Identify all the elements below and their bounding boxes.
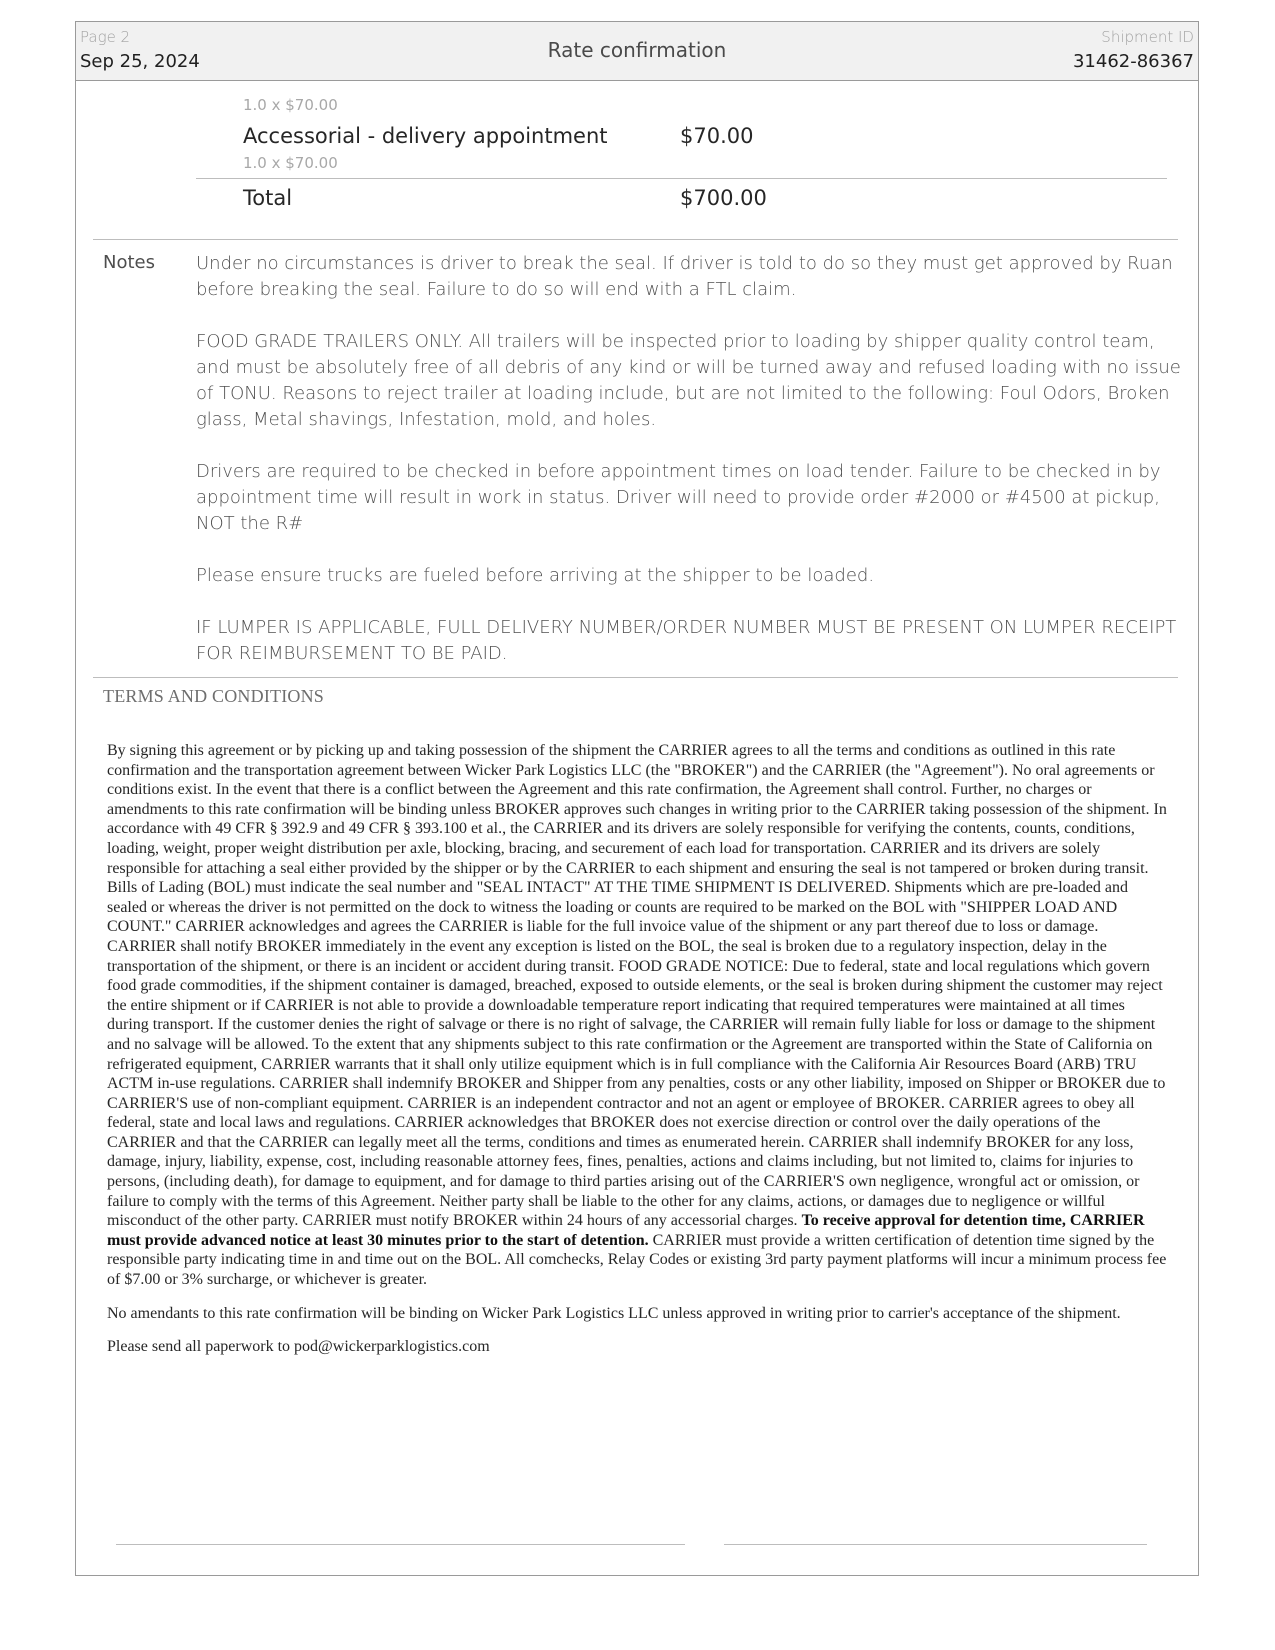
signature-line: [724, 1544, 1147, 1545]
line-item-description: Accessorial - delivery appointment: [243, 124, 608, 148]
section-divider: [93, 677, 1178, 678]
terms-text: By signing this agreement or by picking up and taking possession of the shipment the CARRIER agrees to all the terms and conditions as outlined in this rate confirmation and the transportation agreement between Wicker Park Logistics LLC (the "BROKER") and the CARRIER (the "Agreement"). No oral agreements or conditions exist. In the event that there is a conflict between the Agreement and this rate confirmation, the Agreement shall control. Further, no charges or amendments to this rate confirmation will be binding unless BROKER approves such changes in writing prior to the CARRIER taking possession of the shipment. In accordance with 49 CFR § 392.9 and 49 CFR § 393.100 et al., the CARRIER and its drivers are solely responsible for verifying the contents, counts, conditions, loading, weight, proper weight distribution per axle, blocking, bracing, and securement of each load for transportation. CARRIER and its drivers are solely responsible for attaching a seal either provided by the shipper or by the CARRIER to each shipment and ensuring the seal is not tampered or broken during transit. Bills of Lading (BOL) must indicate the seal number and "SEAL INTACT" AT THE TIME SHIPMENT IS DELIVERED. Shipments which are pre-loaded and sealed or whereas the driver is not permitted on the dock to witness the loading or counts are required to be marked on the BOL with "SHIPPER LOAD AND COUNT." CARRIER acknowledges and agrees the CARRIER is liable for the full invoice value of the shipment or any part thereof due to loss or damage. CARRIER shall notify BROKER immediately in the event any exception is listed on the BOL, the seal is broken due to a regulatory inspection, delay in the transportation of the shipment, or there is an incident or accident during transit. FOOD GRADE NOTICE: Due to federal, state and local regulations which govern food grade commodities, if the shipment container is damaged, breached, exposed to outside elements, or the seal is broken during shipment the customer may reject the entire shipment or if CARRIER is not able to provide a downloadable temperature report indicating that required temperatures were maintained at all times during transport. If the customer denies the right of salvage or there is no right of salvage, the CARRIER will remain fully liable for loss or damage to the shipment and no salvage will be allowed. To the extent that any shipments subject to this rate confirmation or the Agreement are transported within the State of California on refrigerated equipment, CARRIER warrants that it shall only utilize equipment which is in full compliance with the California Air Resources Board (ARB) TRU ACTM in-use regulations. CARRIER shall indemnify BROKER and Shipper from any penalties, costs or any other liability, imposed on Shipper or BROKER due to CARRIER'S use of non-compliant equipment. CARRIER is an independent contractor and not an agent or employee of BROKER. CARRIER agrees to obey all federal, state and local laws and regulations. CARRIER acknowledges that BROKER does not exercise direction or control over the daily operations of the CARRIER and that the CARRIER can legally meet all the terms, conditions and times as enumerated herein. CARRIER shall indemnify BROKER for any loss, damage, injury, liability, expense, cost, including reasonable attorney fees, fines, penalties, actions and claims including, but not limited to, claims for injuries to persons, (including death), for damage to equipment, and for damage to third parties arising out of the CARRIER'S own negligence, wrongful act or omission, or failure to comply with the terms of this Agreement. Neither party shall be liable to the other for any claims, actions, or damages due to negligence or willful misconduct of the other party. CARRIER must notify BROKER within 24 hours of any accessorial charges.: [107, 742, 1167, 1230]
total-label: Total: [243, 186, 293, 210]
section-divider: [93, 239, 1178, 240]
terms-paragraph: [107, 741, 1170, 1290]
notes-body: [196, 251, 1186, 667]
terms-title: TERMS AND CONDITIONS: [103, 686, 325, 706]
document-title: Rate confirmation: [547, 38, 727, 62]
document-date: Sep 25, 2024: [80, 51, 200, 72]
line-item-amount: $70.00: [680, 124, 754, 148]
line-item-qty: 1.0 x $70.00: [243, 154, 338, 172]
terms-body: [107, 741, 1170, 1371]
total-divider: [196, 178, 1167, 179]
line-item-qty: 1.0 x $70.00: [243, 96, 338, 114]
total-amount: $700.00: [680, 186, 767, 210]
note-paragraph: IF LUMPER IS APPLICABLE, FULL DELIVERY NUMBER/ORDER NUMBER MUST BE PRESENT ON LUMPER RECEIPT FOR REIMBURSEMENT TO BE PAID.: [196, 617, 1177, 664]
note-paragraph: FOOD GRADE TRAILERS ONLY. All trailers will be inspected prior to loading by shipper quality control team, and must be absolutely free of all debris of any kind or will be turned away and refused loading with no issue of TONU. Reasons to reject trailer at loading include, but are not limited to the following: Foul Odors, Broken glass, Metal shavings, Infestation, mold, and holes.: [196, 331, 1181, 430]
terms-detention-notice: To receive approval for detention time, CARRIER must provide advanced notice at least 30 minutes prior to the start of detention.: [107, 1212, 1145, 1249]
note-paragraph: Please ensure trucks are fueled before arriving at the shipper to be loaded.: [196, 565, 875, 586]
note-paragraph: Drivers are required to be checked in before appointment times on load tender. Failure to be checked in by appointment time will result in work in status. Driver will need to provide order #2000 or #4500 at pickup, NOT the R#: [196, 461, 1161, 534]
terms-text: CARRIER must provide a written certification of detention time signed by the responsible party indicating time in and time out on the BOL. All comchecks, Relay Codes or existing 3rd party payment platforms will incur a minimum process fee of $7.00 or 3% surcharge, or whichever is greater.: [107, 1231, 1167, 1289]
notes-label: Notes: [103, 252, 155, 273]
signature-line: [116, 1544, 685, 1545]
paperwork-paragraph: Please send all paperwork to pod@wickerparklogistics.com: [107, 1338, 490, 1356]
page-number: Page 2: [80, 28, 131, 46]
note-paragraph: Under no circumstances is driver to break the seal. If driver is told to do so they must get approved by Ruan before breaking the seal. Failure to do so will end with a FTL claim.: [196, 253, 1173, 300]
shipment-id: 31462-86367: [1072, 51, 1194, 72]
shipment-id-label: Shipment ID: [1101, 28, 1194, 46]
page-header: [76, 22, 1198, 81]
amendments-paragraph: No amendants to this rate confirmation will be binding on Wicker Park Logistics LLC unless approved in writing prior to carrier's acceptance of the shipment.: [107, 1304, 1121, 1322]
